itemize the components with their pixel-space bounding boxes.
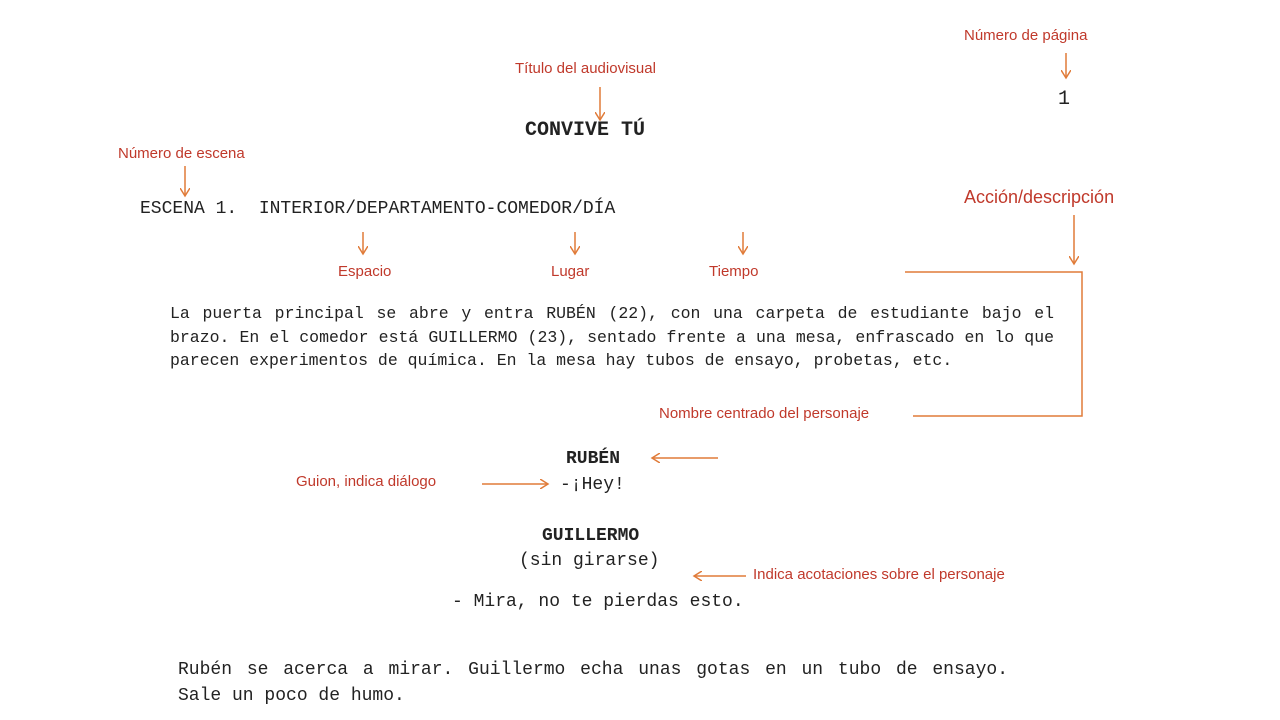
page-number: 1 bbox=[1058, 88, 1071, 111]
character-name-label: Nombre centrado del personaje bbox=[659, 405, 870, 422]
action-label: Acción/descripción bbox=[964, 187, 1115, 207]
page-number-label: Número de página bbox=[964, 27, 1088, 44]
action-paragraph-1: La puerta principal se abre y entra RUBÉN (22), con una carpeta de estudiante bajo el brazo. En el comedor está GUILLERMO (23), sentado frente a una mesa, enfrascado en lo que parecen experimentos de química. En la mesa hay tubos de ensayo, probetas, etc. bbox=[170, 304, 1054, 370]
parenthetical-label: Indica acotaciones sobre el personaje bbox=[753, 566, 1005, 583]
scene-number-label: Número de escena bbox=[118, 145, 245, 162]
action-paragraph-2: Rubén se acerca a mirar. Guillermo echa unas gotas en un tubo de ensayo. Sale un poco de humo. bbox=[178, 660, 1008, 706]
dialogue-guillermo: - Mira, no te pierdas esto. bbox=[452, 592, 744, 612]
title-label: Título del audiovisual bbox=[515, 60, 656, 77]
space-label: Espacio bbox=[338, 263, 392, 280]
scene-heading: ESCENA 1. INTERIOR/DEPARTAMENTO-COMEDOR/DÍA bbox=[140, 199, 616, 219]
page-title: CONVIVE TÚ bbox=[525, 119, 646, 142]
time-label: Tiempo bbox=[709, 263, 759, 280]
dialogue-ruben: -¡Hey! bbox=[560, 475, 625, 495]
parenthetical-guillermo: (sin girarse) bbox=[519, 551, 660, 571]
character-name-ruben: RUBÉN bbox=[566, 449, 621, 469]
character-name-guillermo: GUILLERMO bbox=[542, 526, 640, 546]
dialogue-dash-label: Guion, indica diálogo bbox=[296, 473, 437, 490]
place-label: Lugar bbox=[551, 263, 590, 280]
